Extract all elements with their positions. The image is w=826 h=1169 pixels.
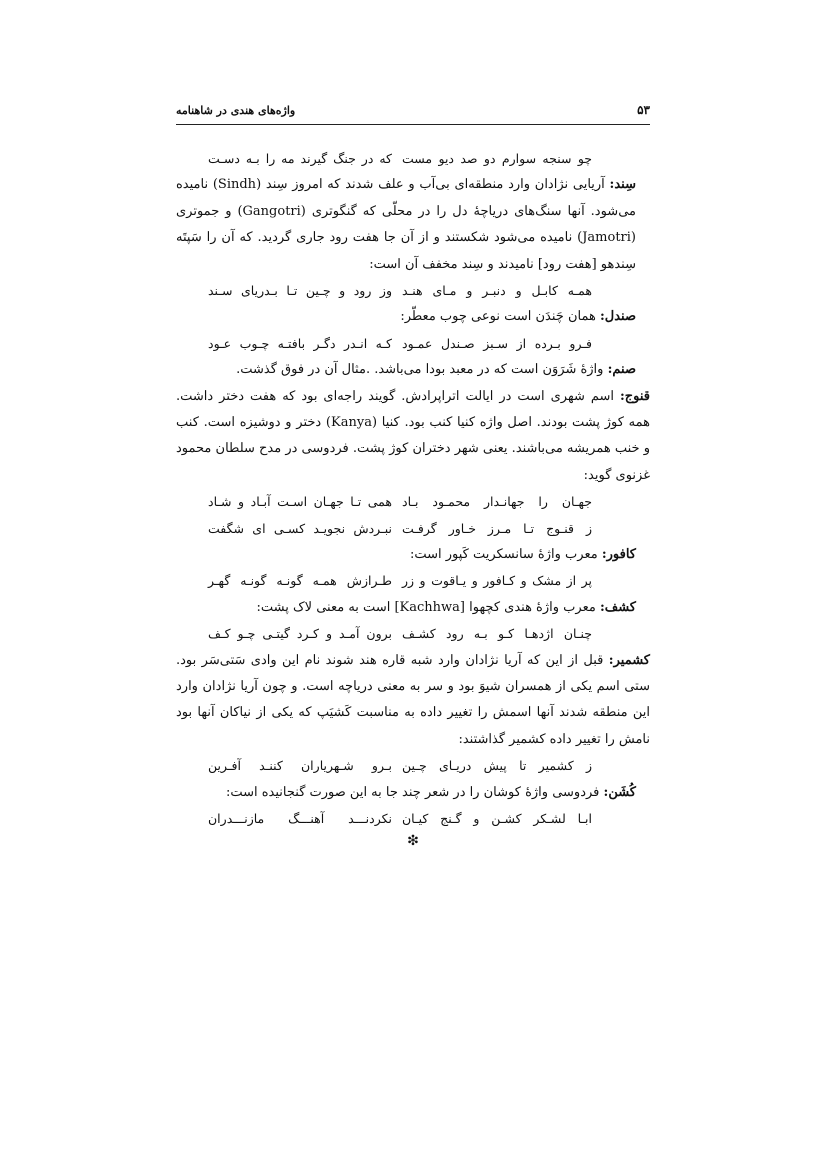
running-header	[176, 100, 650, 125]
verse-line	[176, 516, 650, 542]
hemistich-second: نکردنـــد آهنـــگ مازنـــدران	[208, 811, 392, 827]
entry-text: معرب واژهٔ سانسکریت کَپور است:	[409, 547, 602, 563]
end-ornament-icon: ❇	[407, 833, 419, 850]
entry-sind	[176, 172, 650, 278]
entry-term: سِند:	[609, 177, 636, 193]
entry-term: صندل:	[599, 309, 636, 325]
hemistich-first: ز کشمیر تا پیش دریـای چـین	[402, 758, 592, 774]
hemistich-second: بـرو شـهریاران کننـد آفـرین	[208, 758, 392, 774]
verse-line	[176, 806, 650, 832]
hemistich-first: چو سنجه سوارم دو صد دیو مست	[402, 151, 592, 166]
hemistich-first: فـرو بـرده از سـبز صـندل عمـود	[402, 335, 592, 351]
verse-line	[176, 278, 650, 304]
verse-line	[176, 331, 650, 357]
hemistich-second: کـه انـدر دگـر بافتـه چـوب عـود	[208, 335, 392, 351]
hemistich-first: ز قنـوج تـا مـرز خـاور گرفـت	[402, 520, 592, 536]
entry-text: فردوسی واژهٔ کوشان را در شعر چند جا به این صورت گنجانیده است:	[225, 784, 604, 800]
entry-kafur	[176, 542, 650, 568]
hemistich-second: برون آمـد و کـرد گیتـی چـو کـف	[208, 626, 392, 642]
entry-text: آریایی نژادان وارد منطقه‌ای بی‌آب و علف شدند که امروز سِند (Sindh) نامیده می‌شود. آنها سنگ‌های دریاچهٔ دل را در محلّی که گنگوتری (Gangotri) و جموتری (Jamotri) نامیده می‌شود شکستند و از آن جا هفت رود جاری گردید. که آن را سَپتَه سِندهو [هفت رود] نامیدند و سِند مخفف آن است:	[176, 177, 636, 272]
entry-text: اسم شهری است در ایالت اتراپرادش. گویند راجه‌ای بود که هفت دختر داشت. همه کوژ پشت بودند. اصل واژه کنیا کنب بود. کنیا (Kanya) دختر و دوشیزه است. کنب و خنب همریشه می‌باشند. یعنی شهر دختران کوژ پشت. فردوسی در مدح سلطان محمود غزنوی گوید:	[176, 388, 651, 483]
hemistich-first: ابـا لشـکر کشـن و گـنج کیـان	[402, 811, 592, 827]
hemistich-second: که در جنگ گیرند مه را بـه دسـت	[208, 151, 392, 166]
hemistich-second: نبـردش نجویـد کسـی ای شگفت	[208, 520, 392, 536]
verse-line	[176, 621, 650, 647]
entry-text: قبل از این که آریا نژادان وارد شبه قاره هند شوند نام این وادی سَتی‌سَر بود. ستی اسم یکی از همسران شیوَ بود و سر به معنی دریاچه است. و چون آریا نژادان وارد این منطقه شدند آنها اسمش را تغییر داده به مناسبت کَشیَپ که یکی از نیاکان آنها بود نامش را تغییر داده کشمیر گذاشتند:	[176, 652, 650, 747]
entry-qanuj	[176, 384, 650, 490]
entry-term: کشمیر:	[608, 652, 650, 668]
hemistich-second: وز رود و چـین تـا بـدریای سـند	[208, 283, 392, 299]
verse-line	[176, 753, 650, 779]
entry-term: صنم:	[607, 362, 636, 378]
body-text	[176, 146, 650, 852]
verse-line	[176, 568, 650, 594]
entry-kushan	[176, 780, 650, 806]
hemistich-first: جهـان را جهانـدار محمـود بـاد	[402, 494, 592, 510]
header-title: واژه‌های هندی در شاهنامه	[176, 104, 296, 117]
entry-sandal	[176, 304, 650, 330]
hemistich-first: همـه کابـل و دنبـر و مـای هنـد	[402, 283, 592, 299]
entry-term: کافور:	[601, 547, 636, 563]
page-number: ۵۳	[637, 103, 650, 117]
verse-line	[176, 489, 650, 515]
entry-term: قنوج:	[619, 388, 650, 404]
entry-term: کُشَن:	[603, 784, 636, 800]
entry-kashaf	[176, 595, 650, 621]
entry-text: همان چَندَن است نوعی چوب معطّر:	[400, 309, 600, 325]
hemistich-second: طـرازش همـه گونـه گونـه گهـر	[208, 573, 392, 589]
entry-text: معرب واژهٔ هندی کچهوا [Kachhwa] است به معنی لاک پشت:	[256, 599, 600, 615]
entry-sanam	[176, 357, 650, 383]
verse-line	[176, 146, 650, 172]
hemistich-first: پر از مشک و کـافور و یـاقوت و زر	[402, 573, 592, 589]
hemistich-first: چنـان اژدهـا کـو بـه رود کشـف	[402, 626, 592, 642]
hemistich-second: همی تـا جهـان اسـت آبـاد و شـاد	[208, 494, 392, 510]
entry-text: واژهٔ شَرَوَن است که در معبد بودا می‌باشد. .مثال آن در فوق گذشت.	[236, 362, 608, 378]
entry-term: کشف:	[599, 599, 636, 615]
entry-kashmir	[176, 648, 650, 754]
